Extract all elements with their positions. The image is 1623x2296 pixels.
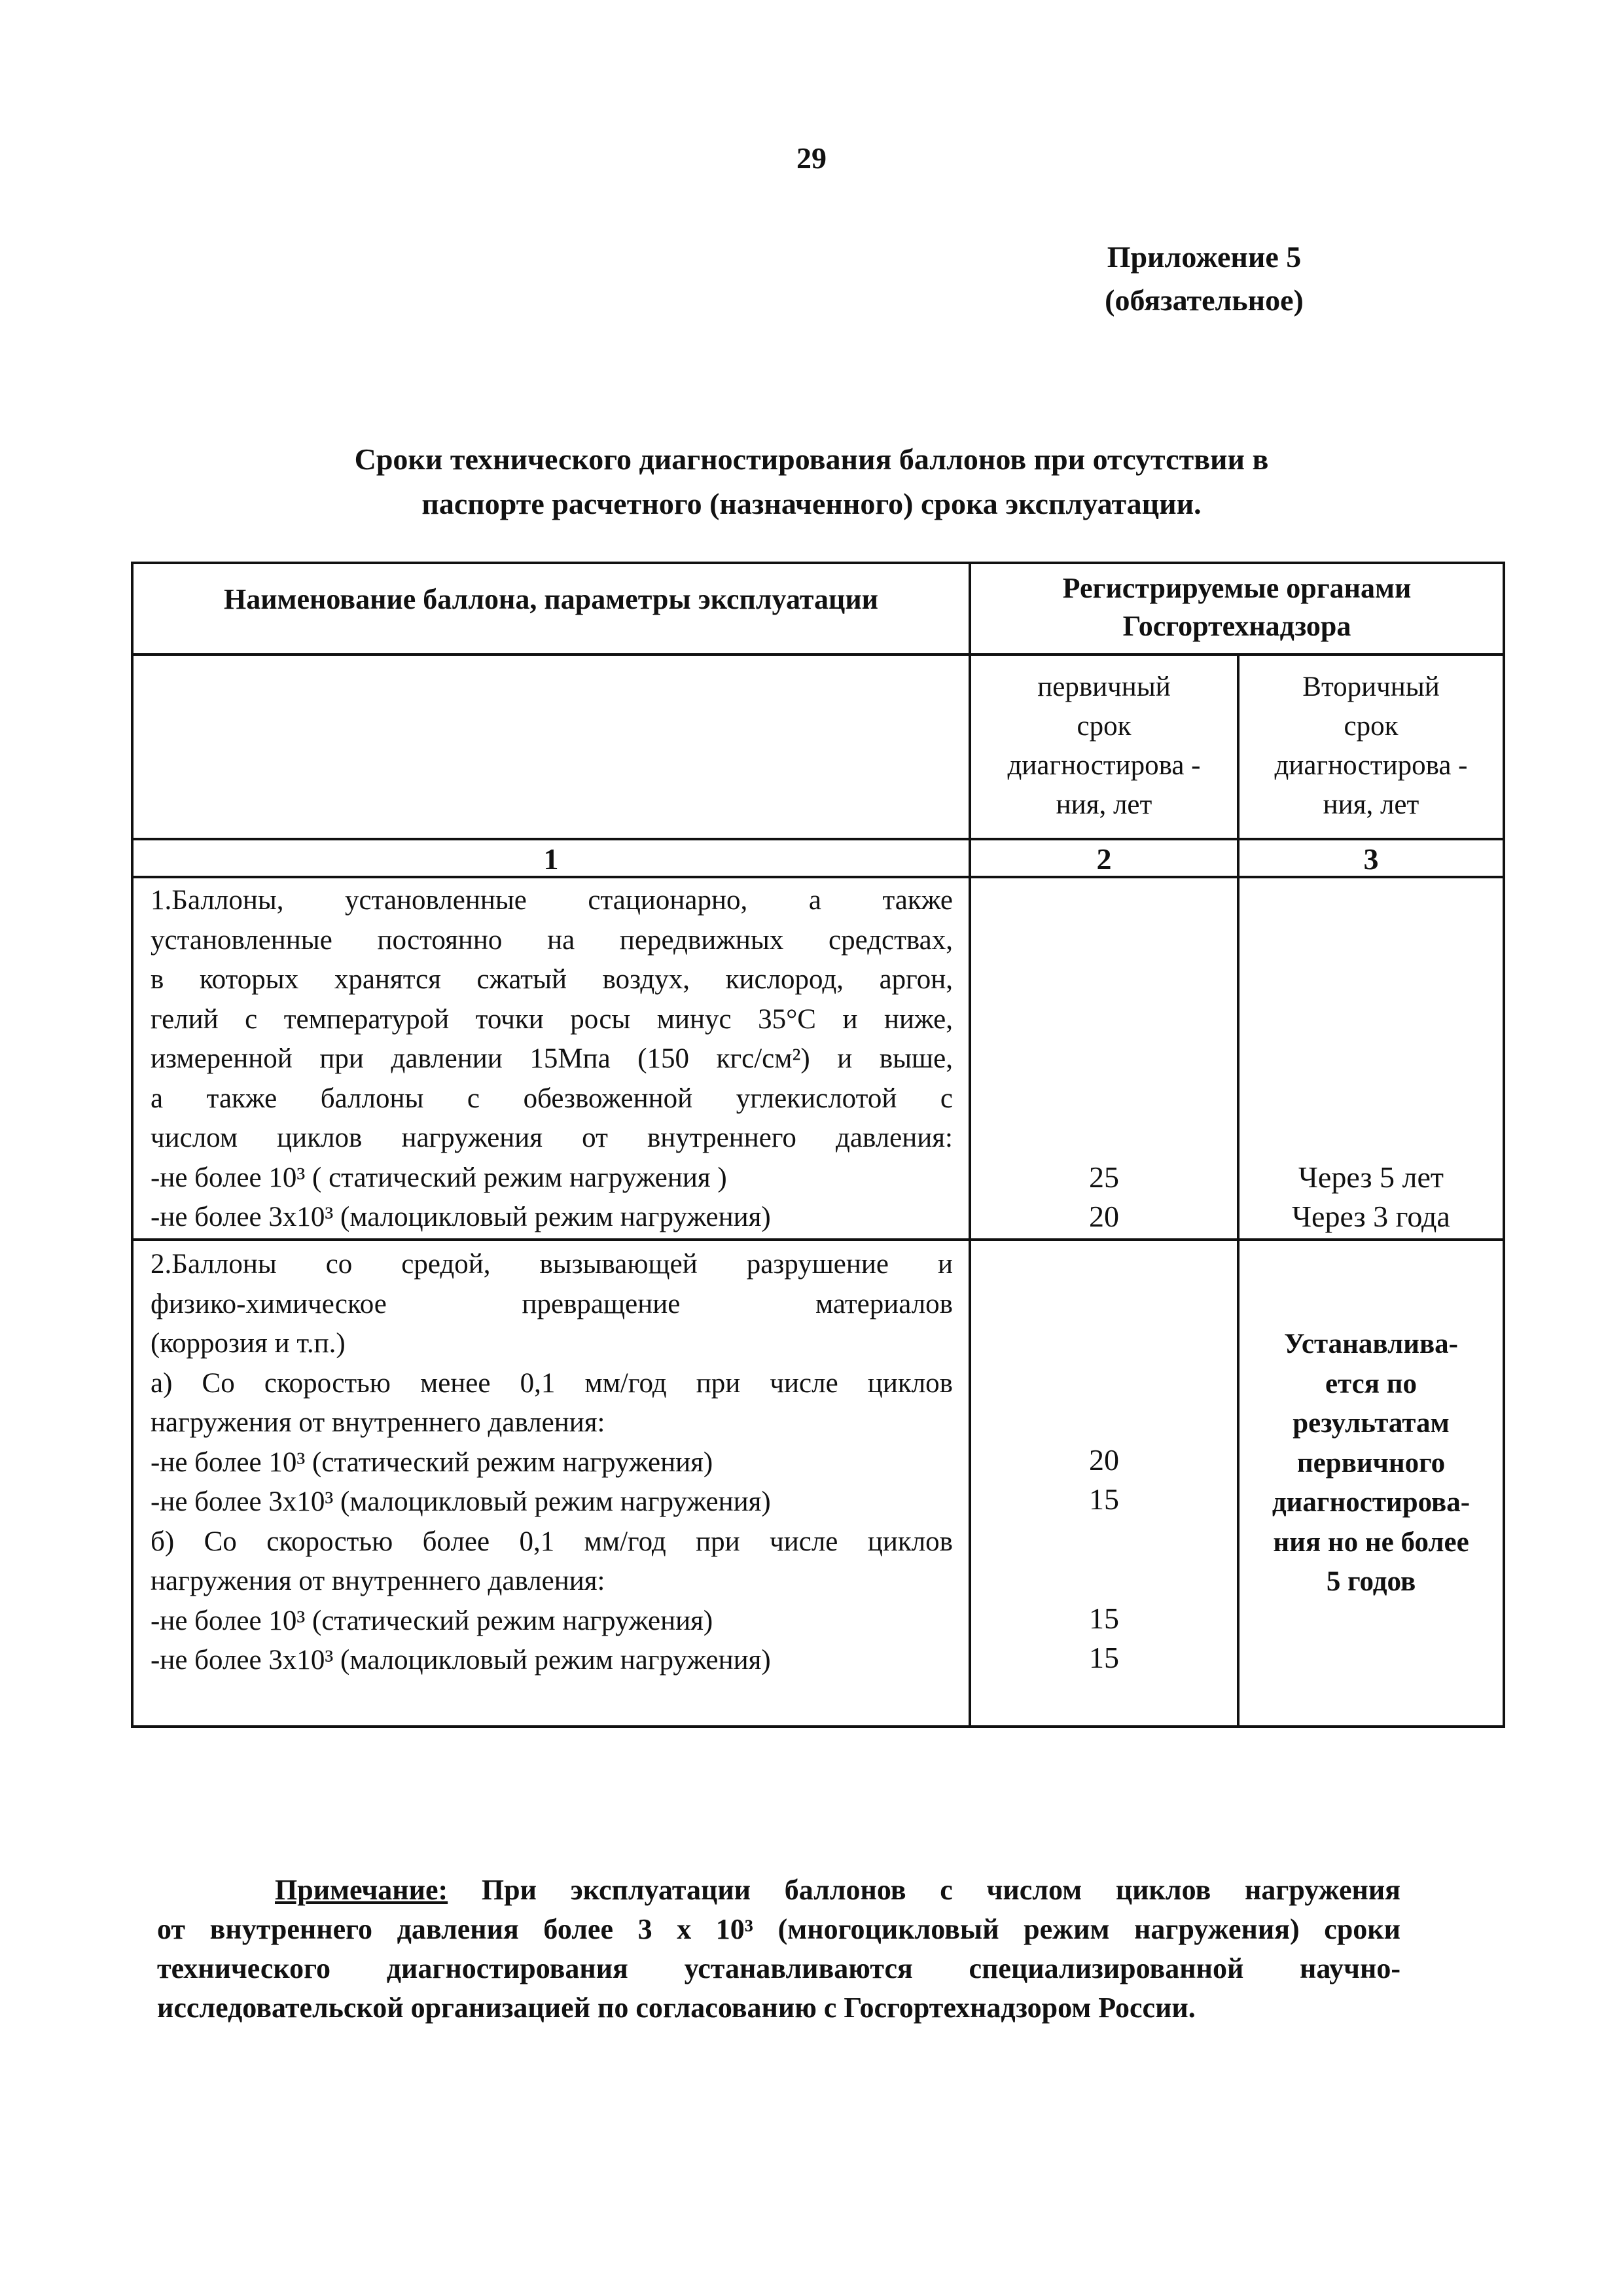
appendix-status: (обязательное) (1105, 283, 1304, 317)
secondary-term-line: Устанавлива- (1283, 1329, 1459, 1359)
table-header-registered-line2: Госгортехнадзора (1122, 610, 1351, 642)
description-line: измеренной при давлении 15Мпа (150 кгс/см²) и выше, (151, 1043, 953, 1074)
description-line: числом циклов нагружения от внутреннего давления: (151, 1122, 953, 1153)
appendix-number: Приложение 5 (1107, 240, 1302, 274)
table-header-registered (971, 569, 1503, 645)
table-divider (134, 838, 1503, 840)
description-line: 2.Баллоны со средой, вызывающей разрушение и (151, 1249, 953, 1280)
description-line: -не более 10³ (статический режим нагружения) (151, 1446, 713, 1478)
header-text-line: ния, лет (1056, 789, 1152, 820)
table-header-primary-term (971, 668, 1237, 825)
header-text-line: диагностирова - (1007, 750, 1201, 781)
note-line: исследовательской организацией по согласованию с Госгортехнадзором России. (157, 1992, 1196, 2024)
row2-primary-term: 20 (1089, 1443, 1119, 1477)
secondary-term-line: первичного (1296, 1447, 1446, 1479)
inspection-terms-table (131, 562, 1505, 1728)
description-line: 1.Баллоны, установленные стационарно, а также (151, 885, 953, 916)
table-header-registered-line1: Регистрируемые органами (1062, 572, 1412, 604)
page-number: 29 (796, 141, 827, 175)
row2-description (151, 1245, 953, 1681)
table-header-name: Наименование баллона, параметры эксплуатации (223, 583, 879, 615)
secondary-term-line: диагностирова- (1272, 1487, 1471, 1518)
row1-secondary-term: Через 3 года (1292, 1200, 1450, 1233)
note-label: Примечание: (275, 1874, 448, 1906)
note-line (157, 1871, 1400, 1910)
note-line: технического диагностирования устанавливаются специализированной научно- (157, 1952, 1400, 1984)
description-line: а также баллоны с обезвоженной углекислотой с (151, 1083, 953, 1114)
document-title (183, 437, 1440, 526)
row1-primary-term: 20 (1089, 1200, 1119, 1233)
secondary-term-line: ния но не более (1273, 1526, 1469, 1558)
description-line: -не более 10³ ( статический режим нагружения ) (151, 1162, 727, 1193)
description-line: в которых хранятся сжатый воздух, кислород, аргон, (151, 964, 953, 995)
row2-primary-term: 15 (1089, 1602, 1119, 1635)
description-line: нагружения от внутреннего давления: (151, 1566, 605, 1596)
table-divider (134, 653, 1503, 656)
table-header-secondary-term (1240, 668, 1503, 825)
column-number: 2 (1096, 842, 1112, 876)
description-line: установленные постоянно на передвижных средствах, (151, 924, 953, 956)
row1-primary-term: 25 (1089, 1160, 1119, 1194)
document-title-line1: Сроки технического диагностирования баллонов при отсутствии в (354, 442, 1269, 476)
header-text-line: первичный (1037, 672, 1171, 702)
row1-description (151, 881, 953, 1238)
header-text-line: срок (1344, 711, 1399, 742)
description-line: а) Со скоростью менее 0,1 мм/год при числе циклов (151, 1367, 953, 1399)
note-text: При эксплуатации баллонов с числом циклов нагружения (448, 1874, 1400, 1906)
header-text-line: срок (1077, 711, 1132, 742)
column-number: 1 (543, 842, 559, 876)
column-number: 3 (1363, 842, 1379, 876)
description-line: (коррозия и т.п.) (151, 1328, 346, 1359)
secondary-term-line: результатам (1293, 1408, 1450, 1439)
description-line: -не более 10³ (статический режим нагружения) (151, 1605, 713, 1636)
row1-secondary-term: Через 5 лет (1298, 1160, 1444, 1194)
description-line: гелий с температурой точки росы минус 35°С и ниже, (151, 1003, 953, 1035)
row2-secondary-term (1240, 1325, 1503, 1602)
document-title-line2: паспорте расчетного (назначенного) срока эксплуатации. (421, 487, 1202, 520)
description-line: нагружения от внутреннего давления: (151, 1407, 605, 1438)
header-text-line: Вторичный (1302, 672, 1440, 702)
secondary-term-line: 5 годов (1326, 1566, 1416, 1597)
row2-primary-term: 15 (1089, 1641, 1119, 1674)
header-text-line: диагностирова - (1274, 750, 1468, 781)
note-line: от внутреннего давления более 3 х 10³ (многоцикловый режим нагружения) сроки (157, 1913, 1400, 1945)
description-line: физико-химическое превращение материалов (151, 1288, 953, 1319)
description-line: б) Со скоростью более 0,1 мм/год при числе циклов (151, 1526, 953, 1557)
note-paragraph (157, 1871, 1400, 2028)
secondary-term-line: ется по (1325, 1368, 1418, 1399)
appendix-label (1021, 236, 1387, 322)
table-divider (134, 1238, 1503, 1241)
row2-primary-term: 15 (1089, 1482, 1119, 1516)
description-line: -не более 3х10³ (малоцикловый режим нагружения) (151, 1486, 771, 1517)
description-line: -не более 3х10³ (малоцикловый режим нагружения) (151, 1645, 771, 1676)
description-line: -не более 3х10³ (малоцикловый режим нагружения) (151, 1202, 771, 1232)
header-text-line: ния, лет (1323, 789, 1419, 820)
